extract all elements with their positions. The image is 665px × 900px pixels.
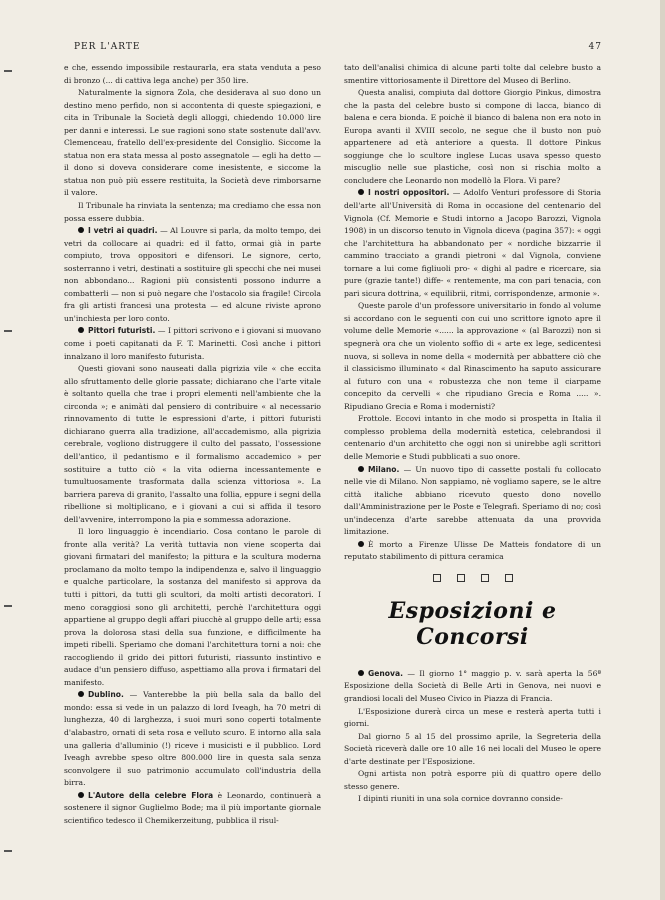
page-number: 47 <box>588 42 602 52</box>
separator-square <box>505 574 513 582</box>
article-text: Il Tribunale ha rinviata la sentenza; ma crediamo che essa non possa essere dubbia. <box>64 201 321 223</box>
page-spine-edge <box>660 0 665 900</box>
article-text: e che, essendo impossibile restaurarla, era stata venduta a peso di bronzo (... di cattiva lega anche) per 350 lire. <box>64 63 321 85</box>
article-text: — Adolfo Venturi professore di Storia dell'arte all'Università di Roma in occasione del centenario del Vignola (Cf. Memorie e Studi intorno a Jacopo Barozzi, Vignola 1908) in un discorso tenuto in Vignola diceva (pagina 357): « oggi che l'architettura ha abbandonato per « nordiche bizzarrie il cammino tracciato a grandi pietroni « dal Vignola, conviene tornare a lui come figliuoli pro- « dighi al padre e ricercare, sia pure (grazie tante!) diffe- « rentemente, ma con pari tenacia, con pari sicura dottrina, « equilibrii, ritmi, corrispondenze, armonie ». <box>344 188 601 298</box>
bullet-icon <box>358 670 364 676</box>
article-paragraph <box>64 689 321 789</box>
article-paragraph <box>344 731 601 769</box>
article-text: Questa analisi, compiuta dal dottore Giorgio Pinkus, dimostra che la pasta del celebre busto si compone di lacca, bianco di balena e cera bionda. E poichè il bianco di balena non era noto in Europa avanti il XVIII secolo, ne segue che il busto non può appartenere ad età anteriore a questa. Il dottore Pinkus soggiunge che lo scultore inglese Lucas usava spesso questo miscuglio nelle sue plastiche, così non si rischia molto a concludere che Leonardo non modellò la Flora. Vi pare? <box>344 88 601 185</box>
bullet-icon <box>358 189 364 195</box>
bullet-icon <box>78 792 84 798</box>
article-paragraph <box>344 464 601 539</box>
section-heading: Esposizioni e Concorsi <box>388 597 557 650</box>
margin-mark <box>4 70 12 72</box>
article-paragraph <box>64 225 321 325</box>
bullet-icon <box>78 691 84 697</box>
bullet-icon <box>358 466 364 472</box>
margin-mark <box>4 605 12 607</box>
separator-square <box>457 574 465 582</box>
article-title: Pittori futuristi. <box>88 326 156 336</box>
article-paragraph <box>64 325 321 363</box>
article-paragraph <box>64 200 321 225</box>
article-text: tato dell'analisi chimica di alcune parti tolte dal celebre busto a smentire vittoriosamente il Direttore del Museo di Berlino. <box>344 63 601 85</box>
margin-mark <box>4 330 12 332</box>
article-title: I vetri ai quadri. <box>88 226 158 236</box>
article-paragraph <box>344 793 601 806</box>
article-paragraph <box>344 706 601 731</box>
article-text: — Un nuovo tipo di cassette postali fu collocato nelle vie di Milano. Non sappiamo, nè vogliamo sapere, se le altre città italiche abbiano ricevuto questo dono novello dall'Amministrazione per le Poste e Telegrafi. Speriamo di no; così un'indecenza d'arte sarebbe attenuata da una provvida limitazione. <box>344 464 601 537</box>
margin-mark <box>4 850 12 852</box>
article-text: Naturalmente la signora Zola, che desiderava al suo dono un destino meno perfido, non si accontenta di queste spiegazioni, e cita in Tribunale la Società degli alloggi, chiedendo 10.000 lire per danni e interessi. Le sue ragioni sono state sostenute dall'avv. Clemenceau, fratello dell'ex-presidente del Consiglio. Siccome la statua non era stata messa al posto assegnatole — egli ha detto — il dono si doveva considerare come inesistente, e siccome la statua non può più essere restituita, la Società deve rimborsarne il valore. <box>64 88 321 198</box>
article-text: Il loro linguaggio è incendiario. Cosa contano le parole di fronte alla verità? La verità tuttavia non viene scoperta dai giovani firmatari del manifesto; la pittura e la scultura moderna proclamano da molto tempo la indipendenza e, salvo il linguaggio e qualche particolare, la sostanza del manifesto si approva da tutti i pittori, da tutti gli scultori, da molti artisti decoratori. I meno coraggiosi sono gli architetti, perchè l'architettura oggi appartiene al gruppo degli affari piucchè al gruppo delle arti; essa prova la dolorosa stasi della sua funzione, e difficilmente ha impeti ribelli. Speriamo che domani l'architettura torni a noi: che raccogliendo il grido dei pittori futuristi, riassunto instintivo e audace d'un pensiero diffuso, aspettiamo alla prova i firmatari del manifesto. <box>64 527 321 687</box>
article-text: Frottole. Eccovi intanto in che modo si prospetta in Italia il complesso problema della modernità estetica, celebrandosi il centenario d'un architetto che oggi non si unirebbe agli scrittori delle Memorie e Studi pubblicati a suo onore. <box>344 414 601 461</box>
article-paragraph <box>344 768 601 793</box>
article-paragraph <box>64 790 321 828</box>
running-title: PER L'ARTE <box>74 42 141 52</box>
article-paragraph <box>344 539 601 564</box>
left-column <box>64 62 321 827</box>
article-text: — Al Louvre si parla, da molto tempo, dei vetri da collocare ai quadri: ed il fatto, ormai già in parte compiuto, trova oppositori e difensori. Le signore, certo, sosterranno i vetri, destinati a sostituire gli specchi che nei musei non abbondano... Ragioni più consistenti possono indurre a combatterli — non si può negare che l'ostacolo sia fragile! Circola fra gli artisti francesi una protesta — ed alcune riviste aprono un'inchiesta per loro conto. <box>64 226 321 323</box>
article-text: Queste parole d'un professore universitario in fondo al volume si accordano con le seguenti con cui uno scrittore ignoto apre il volume delle Memorie «...... la approvazione « (al Barozzi) non si spegnerà ora che un violento soffio di « arte ex lege, sedicentesi nuova, si solleva in nome della « modernità per abbattere ciò che il classicismo illuminato « dal Rinascimento ha saputo assicurare al futuro con una « robustezza che non teme il ciarpame concepito da cervelli « che ripudiano Grecia e Roma ..... ». Ripudiano Grecia e Roma i modernisti? <box>344 301 601 411</box>
article-paragraph <box>344 87 601 187</box>
article-text: È morto a Firenze Ulisse De Matteis fondatore di un reputato stabilimento di pittura ceramica <box>344 539 601 562</box>
article-text: Ogni artista non potrà esporre più di quattro opere dello stesso genere. <box>344 769 601 791</box>
article-text: — I pittori scrivono e i giovani si muovano come i poeti capitanati da F. T. Marinetti. Così anche i pittori innalzano il loro manifesto futurista. <box>64 326 321 361</box>
article-paragraph <box>344 300 601 413</box>
article-paragraph <box>344 62 601 87</box>
article-text: — Il giorno 1° maggio p. v. sarà aperta la 56ª Esposizione della Società di Belle Arti in Genova, nei nuovi e grandiosi locali del Museo Civico in Piazza di Francia. <box>344 668 602 703</box>
article-text: Dal giorno 5 al 15 del prossimo aprile, la Segreteria della Società riceverà dalle ore 10 alle 16 nei locali del Museo le opere d'arte destinate per l'Esposizione. <box>344 731 601 766</box>
article-paragraph <box>344 187 601 300</box>
bullet-icon <box>78 227 84 233</box>
article-title: Genova. <box>368 668 403 678</box>
article-title: Milano. <box>368 464 400 474</box>
article-paragraph <box>344 668 601 706</box>
article-title: I nostri oppositori. <box>368 188 450 198</box>
article-paragraph <box>64 526 321 689</box>
article-paragraph <box>64 62 321 87</box>
article-text: L'Esposizione durerà circa un mese e resterà aperta tutti i giorni. <box>344 706 601 729</box>
page-header <box>74 42 602 52</box>
article-text: — Vanterebbe la più bella sala da ballo del mondo: essa si vede in un palazzo di lord Iveagh, ha 70 metri di lunghezza, 40 di larghezza, i suoi muri sono coperti totalmente d'alabastro, ornati di seta rosa e velluto scuro. E intorno alla sala una galleria d'alluminio (!) riceve i musicisti e il pubblico. Lord Iveagh avrebbe speso oltre 800.000 lire in questa sala senza sconvolgere il suo patrimonio accumulato coll'industria della birra. <box>64 690 321 788</box>
article-paragraph <box>64 363 321 526</box>
article-paragraph <box>344 413 601 463</box>
article-text: è Leonardo, continuerà a sostenere il signor Guglielmo Bode; ma il più importante giornale scientifico tedesco il Chemikerzeitung, pubblica il risul- <box>64 790 321 825</box>
article-text: Questi giovani sono nauseati dalla pigrizia vile « che eccita allo sfruttamento delle glorie passate; dichiarano che l'arte vitale è soltanto quella che trae i propri elementi nell'ambiente che la circonda »; e animàti dal pensiero di contribuire « al necessario rinnovamento di tutte le espressioni d'arte, i pittori futuristi dichiarano guerra alla tradizione, all'accademismo, alla pigrizia cerebrale, vogliono distruggere il culto del passato, l'ossessione dell'antico, il pedantismo e il formalismo accademico » per sostituire a tutto ciò « la vita odierna incessantemente e tumultuosamente trasformata dalla scienza vittoriosa ». La barriera pareva di granito, l'assalto una follia, eppure i segni della ribellione si moltiplicano, e i giovani a cui si affida il tesoro dell'avvenire, interrompono la pia e sommessa adorazione. <box>64 364 321 524</box>
section-separator <box>344 574 601 584</box>
bullet-icon <box>358 541 364 547</box>
article-paragraph <box>64 87 321 200</box>
article-title: L'Autore della celebre Flora <box>88 790 214 800</box>
article-text: I dipinti riuniti in una sola cornice dovranno conside- <box>358 794 563 804</box>
bullet-icon <box>78 327 84 333</box>
right-column <box>344 62 601 806</box>
article-title: Dublino. <box>88 690 124 700</box>
separator-square <box>481 574 489 582</box>
separator-square <box>433 574 441 582</box>
